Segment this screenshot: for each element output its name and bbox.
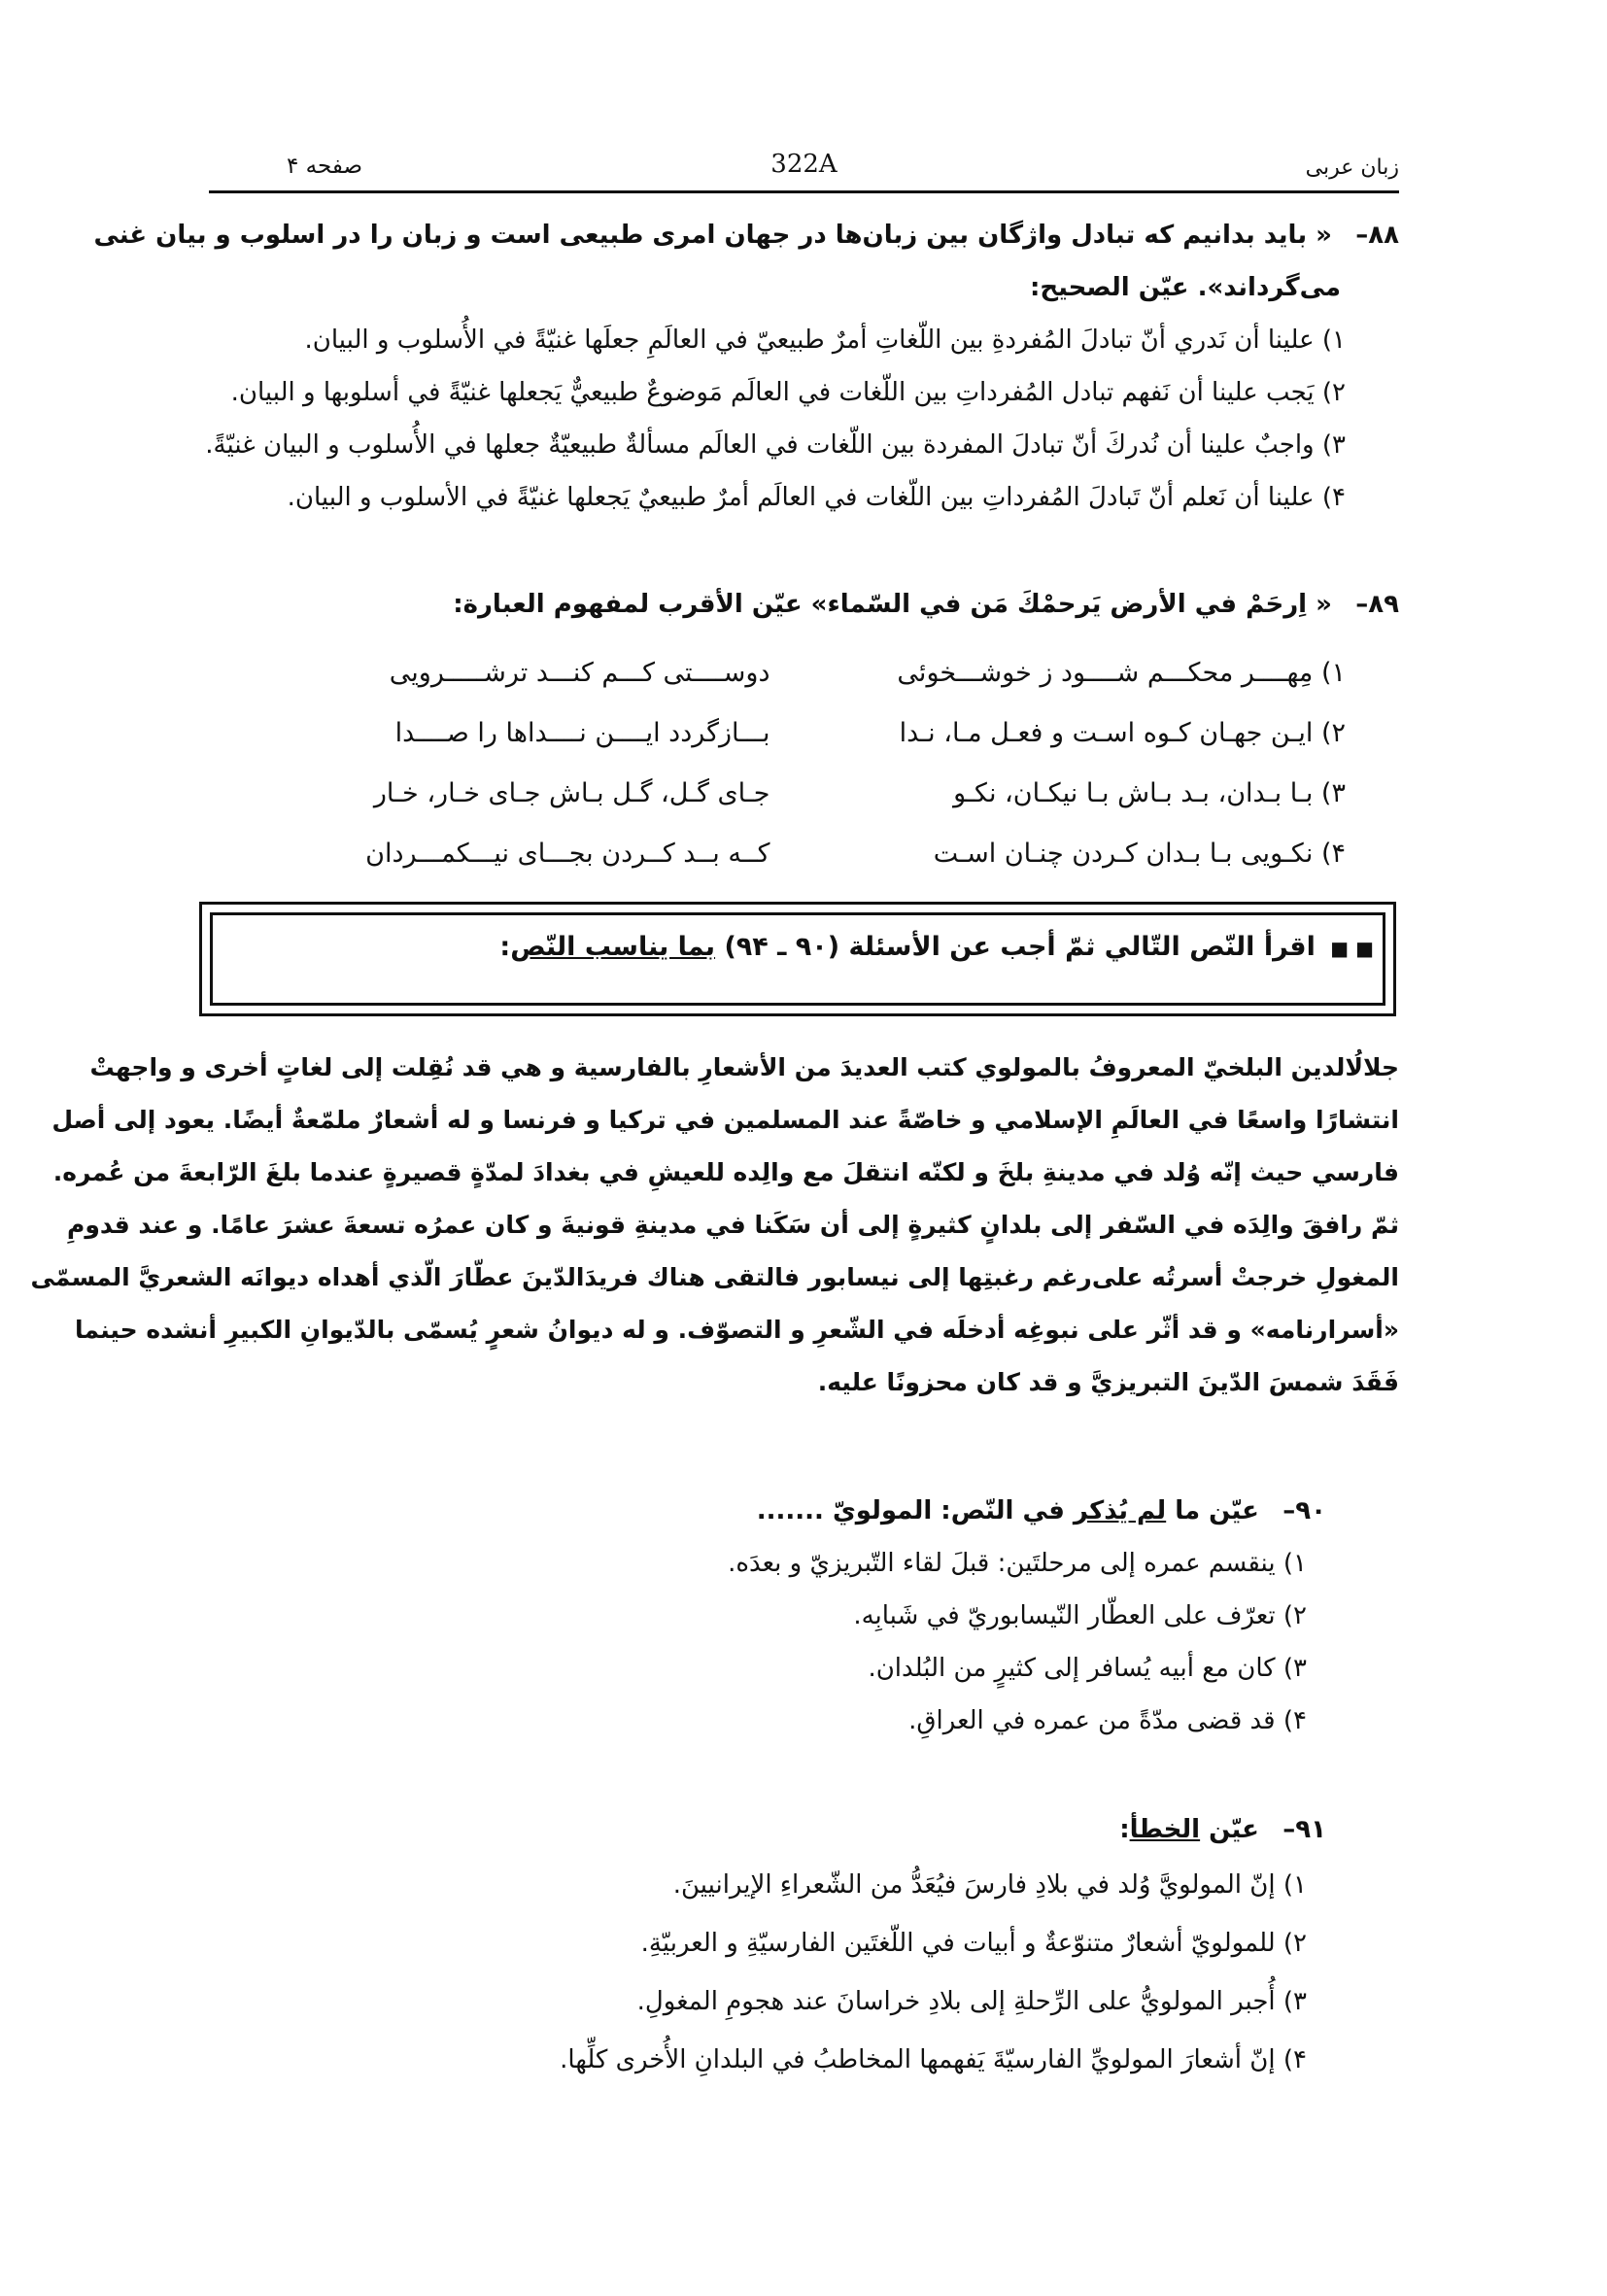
option-90-1[interactable]: ۱) ینقسم عمره إلی مرحلتَین: قبلَ لقاء التّبریزيّ و بعدَه. bbox=[728, 1549, 1307, 1578]
question-stem-pre: عیّن ما bbox=[1166, 1496, 1259, 1525]
option-90-4[interactable]: ۴) قد قضی مدّةً من عمره في العراقِ. bbox=[908, 1706, 1307, 1735]
option-88-4[interactable]: ۴) علینا أن نَعلم أنّ تَبادلَ المُفرداتِ بین اللّغات في العالَم أمرٌ طبیعيٌ یَجعلها غنیّةً في الأسلوب و البیان. bbox=[287, 483, 1346, 512]
passage-line: انتشارًا واسعًا في العالَمِ الإسلامي و خاصّةً عند المسلمین في تركیا و فرنسا و له أشعارٌ ملمّعةٌ أیضًا. یعود إلی أصل bbox=[51, 1106, 1399, 1134]
question-90 bbox=[194, 1485, 1399, 1747]
passage-line: ثمّ رافقَ والِدَه في السّفر إلی بلدانٍ كثیرةٍ إلی أن سَكَنا في مدینةِ قونیةَ و كان عمرُه تسعةَ عشرَ عامًا. و عند قدومِ bbox=[67, 1211, 1399, 1239]
page-header bbox=[209, 146, 1399, 188]
instructions-end: : bbox=[499, 932, 511, 962]
option-91-1[interactable]: ۱) إنّ المولويَّ وُلد في بلادِ فارسَ فیُعَدُّ من الشّعراءِ الإیرانیینَ. bbox=[672, 1870, 1307, 1900]
question-stem-pre: عیّن bbox=[1200, 1815, 1259, 1844]
option-89-3[interactable] bbox=[194, 764, 1346, 824]
question-stem: « باید بدانیم که تبادل واژگان بین زبان‌ها در جهان امری طبیعی است و زبان را در اسلوب و بیان غنی bbox=[93, 221, 1332, 250]
passage-line: جلالُالدین البلخيّ المعروفُ بالمولوي كتب العدیدَ من الأشعارِ بالفارسیة و هي قد نُقِلت إلی لغاتٍ أخری و واجهتْ bbox=[89, 1053, 1399, 1081]
poem-hemistich-2: کــه بــد کــردن بجـــای نیـــکمـــردان bbox=[365, 839, 770, 869]
option-89-4[interactable] bbox=[194, 824, 1346, 884]
question-stem-post: : bbox=[1119, 1815, 1130, 1844]
question-91-stem bbox=[194, 1803, 1399, 1856]
option-90-2[interactable]: ۲) تعرّف علی العطّار النّیسابوريّ في شَبابِه. bbox=[853, 1601, 1307, 1630]
option-91-3[interactable]: ۳) أُجبر المولويُّ علی الرِّحلةِ إلی بلادِ خراسانَ عند هجومِ المغولِ. bbox=[636, 1987, 1307, 2016]
poem-hemistich-2: دوســــتی کـــم کنـــد ترشـــــرویی bbox=[389, 658, 770, 688]
question-number: ۹۰– bbox=[1282, 1496, 1326, 1525]
question-88-stem-line2: می‌گرداند». عیّن الصحیح: bbox=[1029, 273, 1341, 302]
question-number: ۸۹– bbox=[1355, 590, 1399, 619]
poem-hemistich-1: ۲) ایـن جهـان کـوه اسـت و فعـل مـا، نـدا bbox=[899, 718, 1346, 748]
instructions-box bbox=[199, 902, 1396, 1016]
subject-title: زبان عربی bbox=[1305, 155, 1399, 180]
poem-hemistich-2: جـای گـل، گـل بـاش جـای خـار، خـار bbox=[373, 778, 770, 808]
question-91 bbox=[194, 1803, 1399, 2089]
question-number: ۸۸– bbox=[1355, 221, 1399, 250]
question-89-stem bbox=[194, 578, 1399, 631]
question-90-stem bbox=[194, 1485, 1399, 1537]
passage-line: المغولِ خرجتْ أسرتُه علی‌رغم رغبتِها إلی نیسابور فالتقی هناك فریدَالدّینَ عطّارَ الّذي أهداه دیوانَه الشعريَّ المسمّی bbox=[30, 1263, 1399, 1291]
instructions-main: اقرأ النّص التّالي ثمّ أجب عن الأسئلة (۹۰ ـ ۹۴) bbox=[715, 932, 1316, 962]
question-stem-underlined: لم یُذكر bbox=[1073, 1496, 1167, 1525]
header-divider bbox=[209, 190, 1399, 193]
question-stem-post: في النّص: المولويّ ....... bbox=[756, 1496, 1074, 1525]
poem-hemistich-1: ۱) مِهــــر محکـــم شــــود ز خوشـــخوئی bbox=[897, 658, 1346, 688]
passage-line: «أسرارنامه» و قد أثّر علی نبوغِه أدخلَه في الشّعرِ و التصوّف. و له دیوانُ شعرٍ یُسمّی بالدّیوانِ الكبیرِ أنشده حینما bbox=[75, 1316, 1399, 1344]
option-89-1[interactable] bbox=[194, 643, 1346, 703]
reading-passage bbox=[30, 1042, 1399, 1409]
option-89-2[interactable] bbox=[194, 703, 1346, 764]
instructions-underlined: بما یناسب النّص bbox=[510, 932, 716, 962]
question-stem-underlined: الخطأ bbox=[1129, 1815, 1201, 1844]
poem-hemistich-1: ۴) نکـویی بـا بـدان کـردن چنـان اسـت bbox=[933, 839, 1346, 869]
exam-code: 322A bbox=[770, 150, 838, 179]
instructions-text bbox=[499, 932, 1374, 962]
option-88-2[interactable]: ۲) یَجب علینا أن نَفهم تبادل المُفرداتِ بین اللّغات في العالَم مَوضوعٌ طبیعيٌّ یَجعلها غنیّةً في أسلوبها و البیان. bbox=[230, 378, 1346, 407]
option-91-4[interactable]: ۴) إنّ أشعارَ المولويِّ الفارسیّةَ یَفهمها المخاطبُ في البلدانِ الأُخری كلِّها. bbox=[560, 2045, 1307, 2074]
option-91-2[interactable]: ۲) للمولويّ أشعارٌ متنوّعةٌ و أبیات في اللّغتَین الفارسیّةِ و العربیّةِ. bbox=[640, 1929, 1307, 1958]
question-stem: « اِرحَمْ في الأرض یَرحمْكَ مَن في السّماء» عیّن الأقرب لمفهوم العبارة: bbox=[453, 590, 1332, 619]
option-90-3[interactable]: ۳) كان مع أبیه یُسافر إلی كثیرٍ من البُلدان. bbox=[868, 1654, 1307, 1683]
question-89-options bbox=[194, 643, 1399, 884]
poem-hemistich-2: بـــازگردد ایــــن نــــداها را صــــدا bbox=[394, 718, 770, 748]
bullet-squares: ■ ■ bbox=[1330, 937, 1374, 960]
option-88-1[interactable]: ۱) علینا أن نَدري أنّ تبادلَ المُفردةِ بین اللّغاتِ أمرٌ طبیعيّ في العالَمِ جعلَها غنیّةً في الأُسلوب و البیان. bbox=[304, 326, 1346, 355]
passage-line: فارسي حیث إنّه وُلد في مدینةِ بلخَ و لكنّه انتقلَ مع والِده للعیشِ في بغدادَ لمدّةٍ قصیرةٍ عندما بلغَ الرّابعةَ من عُمره. bbox=[52, 1158, 1399, 1186]
question-88 bbox=[93, 209, 1399, 524]
question-89 bbox=[194, 578, 1399, 631]
question-number: ۹۱– bbox=[1282, 1815, 1326, 1844]
poem-hemistich-1: ۳) بـا بـدان، بـد بـاش بـا نیکـان، نکـو bbox=[953, 778, 1346, 808]
passage-line: فَقَدَ شمسَ الدّینَ التبریزيَّ و قد كان محزونًا علیه. bbox=[817, 1368, 1399, 1396]
page-number: صفحه ۴ bbox=[287, 154, 363, 179]
option-88-3[interactable]: ۳) واجبٌ علینا أن نُدركَ أنّ تبادلَ المفردة بین اللّغات في العالَم مسألةٌ طبیعیّةٌ جعلها في الأُسلوب و البیان غنیّةً. bbox=[205, 430, 1346, 460]
question-88-stem-line1 bbox=[93, 209, 1399, 261]
